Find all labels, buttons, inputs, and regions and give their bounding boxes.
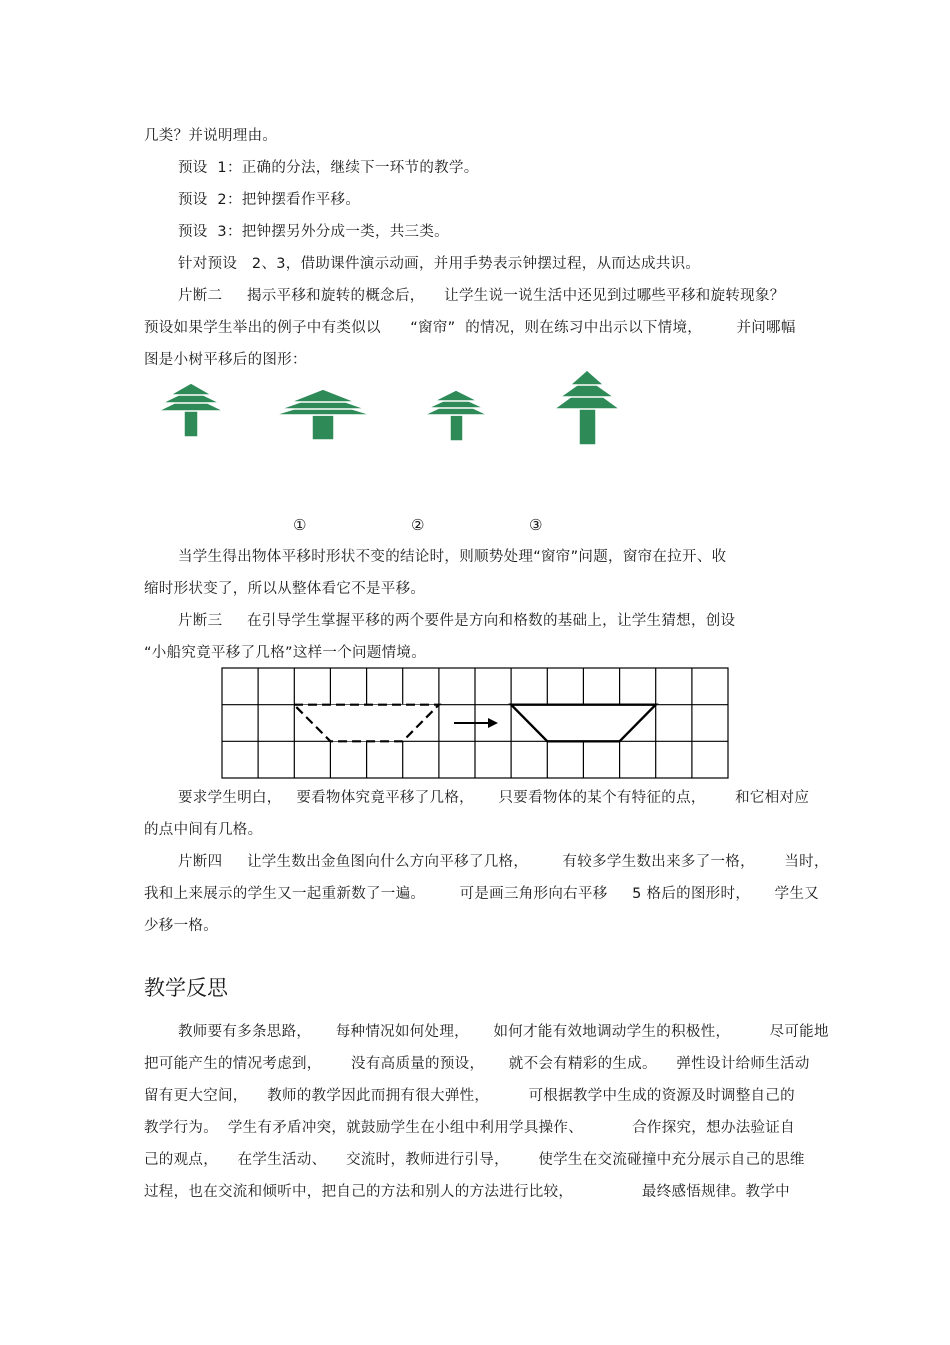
paragraph-line: 几类？并说明理由。 (144, 128, 278, 144)
tree-option-1 (274, 389, 372, 440)
paragraph-line: 留有更大空间， 教师的教学因此而拥有很大弹性， 可根据教学中生成的资源及时调整自己的 (144, 1088, 795, 1104)
boat-translated-solid (511, 705, 656, 742)
paragraph-line: 片断四 让学生数出金鱼图向什么方向平移了几格， 有较多学生数出来多了一格， 当时， (178, 854, 829, 870)
boat-original-dashed (294, 705, 439, 742)
paragraph-line: 预设 2：把钟摆看作平移。 (178, 192, 361, 208)
tree-label-3: ③ (529, 516, 543, 534)
paragraph-line: 要求学生明白， 要看物体究竟平移了几格， 只要看物体的某个有特征的点， 和它相对应 (178, 790, 810, 806)
paragraph-line: 片断二 揭示平移和旋转的概念后， 让学生说一说生活中还见到过哪些平移和旋转现象？ (178, 288, 785, 304)
paragraph-line: 少移一格。 (144, 918, 218, 934)
paragraph-line: 当学生得出物体平移时形状不变的结论时，则顺势处理“窗帘”问题，窗帘在拉开、收 (178, 549, 727, 565)
tree-label-1: ① (293, 516, 307, 534)
boat-grid-figure (220, 666, 732, 782)
arrow-head (488, 718, 498, 728)
paragraph-line: 预设 1：正确的分法，继续下一环节的教学。 (178, 160, 479, 176)
tree-original (158, 383, 224, 437)
tree-label-2: ② (411, 516, 425, 534)
paragraph-line: 预设 3：把钟摆另外分成一类，共三类。 (178, 224, 449, 240)
paragraph-line: 针对预设 2、3，借助课件演示动画，并用手势表示钟摆过程，从而达成共识。 (178, 256, 701, 272)
paragraph-line: 的点中间有几格。 (144, 822, 263, 838)
paragraph-line: 把可能产生的情况考虑到， 没有高质量的预设， 就不会有精彩的生成。 弹性设计给师生活动 (144, 1056, 810, 1072)
paragraph-line: “小船究竟平移了几格”这样一个问题情境。 (144, 645, 427, 661)
paragraph-line: 图是小树平移后的图形： (144, 352, 307, 368)
paragraph-line: 预设如果学生举出的例子中有类似以 “窗帘” 的情况，则在练习中出示以下情境， 并问哪幅 (144, 320, 796, 336)
tree-option-3 (554, 370, 620, 445)
paragraph-line: 己的观点， 在学生活动、 交流时，教师进行引导， 使学生在交流碰撞中充分展示自己的思维 (144, 1152, 805, 1168)
paragraph-line: 缩时形状变了，所以从整体看它不是平移。 (144, 581, 426, 597)
paragraph-line: 教学行为。 学生有矛盾冲突，就鼓励学生在小组中利用学具操作、 合作探究，想办法验证自 (144, 1120, 795, 1136)
paragraph-line: 片断三 在引导学生掌握平移的两个要件是方向和格数的基础上，让学生猜想，创设 (178, 613, 736, 629)
section-heading: 教学反思 (144, 976, 228, 1000)
paragraph-line: 过程，也在交流和倾听中，把自己的方法和别人的方法进行比较， 最终感悟规律。教学中 (144, 1184, 790, 1200)
tree-figures (150, 365, 650, 455)
paragraph-line: 教师要有多条思路， 每种情况如何处理， 如何才能有效地调动学生的积极性， 尽可能地 (178, 1024, 829, 1040)
paragraph-line: 我和上来展示的学生又一起重新数了一遍。 可是画三角形向右平移 5 格后的图形时， 学生又 (144, 886, 820, 902)
tree-option-2 (424, 390, 488, 441)
